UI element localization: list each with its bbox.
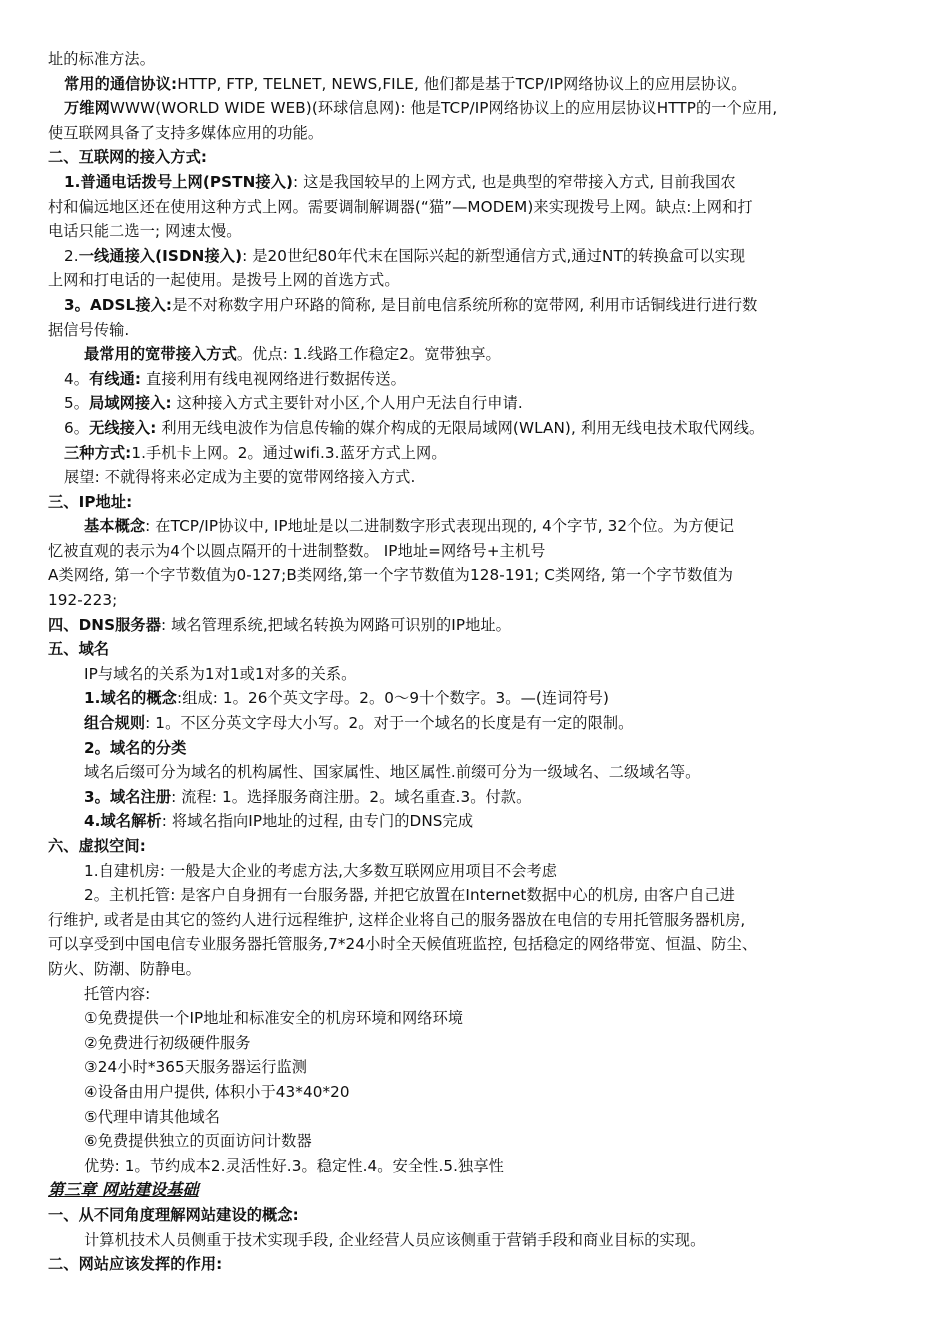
bold-text: 二、互联网的接入方式: [48,148,208,167]
text-run: 电话只能二选一; 网速太慢。 [48,222,242,241]
text-run: 192-223; [48,591,118,610]
text-line [48,465,902,490]
text-run: 4。 [64,369,90,388]
bold-text: 二、网站应该发挥的作用: [48,1255,223,1274]
text-run: 据信号传输. [48,320,130,339]
bold-text: 最常用的宽带接入方式 [84,345,237,364]
text-run: ⑥免费提供独立的页面访问计数器 [84,1132,312,1151]
text-line [48,490,902,515]
text-run: 优势: 1。节约成本2.灵活性好.3。稳定性.4。安全性.5.独享性 [84,1156,504,1175]
text-run: IP与域名的关系为1对1或1对多的关系。 [84,664,357,683]
text-line [48,145,902,170]
text-line [48,293,902,318]
bold-text: 四、DNS服务器 [48,615,161,634]
text-run: WWW(WORLD WIDE WEB)(环球信息网): 他是TCP/IP网络协议上的应用层协议HTTP的一个应用, [109,99,778,118]
text-run: HTTP, FTP, TELNET, NEWS,FILE, 他们都是基于TCP/IP网络协议上的应用层协议。 [177,74,747,93]
text-run: 可以享受到中国电信专业服务器托管服务,7*24小时全天候值班监控, 包括稳定的网络带宽、恒温、防尘、 [48,935,758,954]
text-line [48,268,902,293]
text-run: ②免费进行初级硬件服务 [84,1033,251,1052]
text-line [48,367,902,392]
text-run: 这种接入方式主要针对小区,个人用户无法自行申请. [171,394,523,413]
text-line [48,1105,902,1130]
bold-text: 五、域名 [48,640,110,659]
text-line [48,736,902,761]
bold-text: 三种方式: [64,443,132,462]
text-line [48,96,902,121]
text-line [48,416,902,441]
bold-text: 三、IP地址: [48,492,133,511]
bold-text: 万维网 [64,99,110,118]
text-line [48,441,902,466]
text-line [48,1252,902,1277]
text-run: 6。 [64,418,90,437]
text-run: 2. [64,246,79,265]
text-line [48,908,902,933]
text-run: 直接利用有线电视网络进行数据传送。 [141,369,406,388]
bold-text: 一线通接入(ISDN接入) [78,246,243,265]
text-run: 使互联网具备了支持多媒体应用的功能。 [48,123,324,142]
text-line [48,1031,902,1056]
text-line [48,318,902,343]
text-line [48,1228,902,1253]
bold-text: 局域网接入: [89,394,172,413]
chapter-heading [48,1178,902,1203]
text-run: 是不对称数字用户环路的简称, 是目前电信系统所称的宽带网, 利用市话铜线进行进行数 [172,295,758,314]
text-line [48,785,902,810]
text-run: A类网络, 第一个字节数值为0-127;B类网络,第一个字节数值为128-191; C类网络, 第一个字节数值为 [48,566,733,585]
text-line [48,760,902,785]
text-line [48,391,902,416]
text-line [48,859,902,884]
text-line [48,1154,902,1179]
text-line [48,932,902,957]
text-run: 计算机技术人员侧重于技术实现手段, 企业经营人员应该侧重于营销手段和商业目标的实现。 [84,1230,706,1249]
text-line [48,342,902,367]
text-run: 村和偏远地区还在使用这种方式上网。需要调制解调器(“猫”—MODEM)来实现拨号上网。缺点:上网和打 [48,197,753,216]
text-line [48,121,902,146]
text-line [48,834,902,859]
text-line [48,1080,902,1105]
text-run: 防火、防潮、防静电。 [48,959,201,978]
text-run: ①免费提供一个IP地址和标准安全的机房环境和网络环境 [84,1009,464,1028]
bold-text: 组合规则 [84,714,146,733]
text-line [48,637,902,662]
bold-text: 基本概念 [84,517,146,536]
text-line [48,195,902,220]
text-line [48,711,902,736]
text-line [48,539,902,564]
text-run: : 是20世纪80年代末在国际兴起的新型通信方式,通过NT的转换盒可以实现 [242,246,746,265]
text-run: : 域名管理系统,把域名转换为网路可识别的IP地址。 [161,615,511,634]
bold-text: 4.域名解析 [84,812,162,831]
text-run: 5。 [64,394,90,413]
text-line [48,219,902,244]
text-run: 展望: 不就得将来必定成为主要的宽带网络接入方式. [64,468,416,487]
bold-text: 无线接入: [89,418,157,437]
text-line [48,563,902,588]
text-run: ⑤代理申请其他域名 [84,1107,221,1126]
bold-text: 六、虚拟空间: [48,837,146,855]
bold-text: 2。域名的分类 [84,738,187,757]
bold-text: 3。ADSL接入: [64,295,173,314]
bold-text: 3。域名注册 [84,787,172,806]
text-run: 行维护, 或者是由其它的签约人进行远程维护, 这样企业将自己的服务器放在电信的专用托管服务器机房, [48,910,746,929]
text-run: 上网和打电话的一起使用。是拨号上网的首选方式。 [48,271,400,290]
text-line [48,686,902,711]
text-run: 1.手机卡上网。2。通过wifi.3.蓝牙方式上网。 [131,443,447,462]
text-run: 2。主机托管: 是客户自身拥有一台服务器, 并把它放置在Internet数据中心的机房, 由客户自己进 [84,886,736,905]
text-run: : 将域名指向IP地址的过程, 由专门的DNS完成 [161,812,474,831]
text-run: 域名后缀可分为域名的机构属性、国家属性、地区属性.前缀可分为一级域名、二级域名等。 [84,763,701,782]
text-line [48,957,902,982]
text-run: : 这是我国较早的上网方式, 也是典型的窄带接入方式, 目前我国农 [293,172,736,191]
text-line [48,982,902,1007]
text-run: :组成: 1。26个英文字母。2。0～9十个数字。3。—(连词符号) [176,689,610,708]
text-line [48,47,902,72]
text-line [48,1203,902,1228]
text-line [48,1006,902,1031]
bold-text: 1.普通电话拨号上网(PSTN接入) [64,172,294,191]
text-run: ④设备由用户提供, 体积小于43*40*20 [84,1082,350,1101]
bold-text: 第三章 网站建设基础 [48,1180,199,1200]
text-run: ③24小时*365天服务器运行监测 [84,1058,308,1077]
text-run: : 在TCP/IP协议中, IP地址是以二进制数字形式表现出现的, 4个字节, 32个位。为方便记 [145,517,735,536]
bold-text: 一、从不同角度理解网站建设的概念: [48,1205,299,1224]
text-line [48,244,902,269]
bold-text: 常用的通信协议: [64,74,178,93]
text-run: 1.自建机房: 一般是大企业的考虑方法,大多数互联网应用项目不会考虑 [84,861,558,880]
text-run: 托管内容: [84,984,151,1003]
text-run: 址的标准方法。 [48,50,156,68]
text-line [48,588,902,613]
bold-text: 有线通: [89,369,142,388]
text-run: 忆被直观的表示为4个以圆点隔开的十进制整数。 IP地址=网络号+主机号 [48,541,546,560]
text-line [48,170,902,195]
text-line [48,72,902,97]
text-line [48,883,902,908]
text-line [48,662,902,687]
text-line [48,514,902,539]
text-run: : 流程: 1。选择服务商注册。2。域名重查.3。付款。 [171,787,532,806]
text-line [48,809,902,834]
text-line [48,1129,902,1154]
bold-text: 1.域名的概念 [84,689,177,708]
text-run: : 1。不区分英文字母大小写。2。对于一个域名的长度是有一定的限制。 [145,714,634,733]
text-line [48,613,902,638]
text-run: 。优点: 1.线路工作稳定2。宽带独享。 [236,345,501,364]
text-run: 利用无线电波作为信息传输的媒介构成的无限局域网(WLAN), 利用无线电技术取代网线。 [156,418,765,437]
text-line [48,1055,902,1080]
